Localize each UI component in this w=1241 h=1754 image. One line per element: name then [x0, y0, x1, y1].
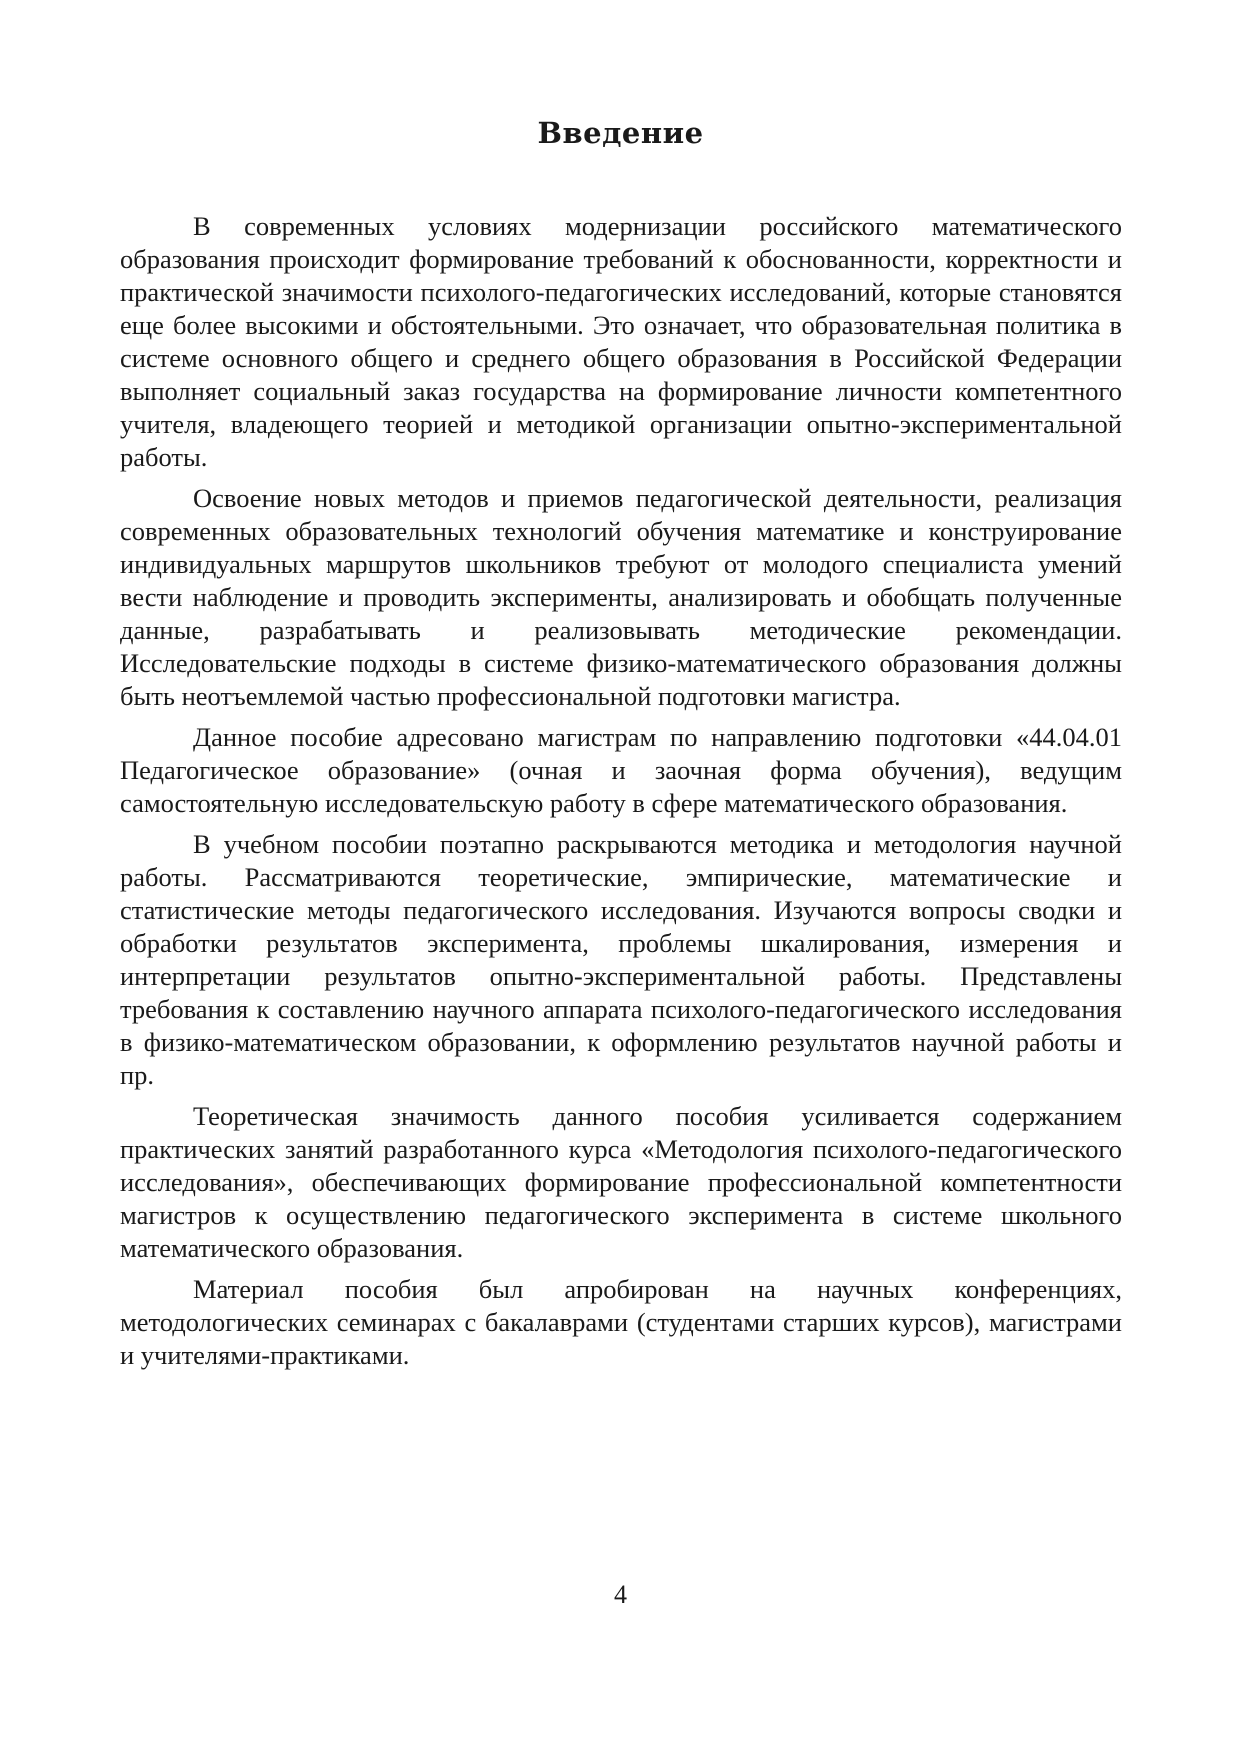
- paragraph-6: Материал пособия был апробирован на научных конференциях, методологических семинарах с бакалаврами (студентами старших курсов), магистрами и учителями-практиками.: [120, 1274, 1122, 1370]
- body-text: [120, 210, 1122, 1380]
- page-number: 4: [614, 1580, 627, 1609]
- paragraph-3: Данное пособие адресовано магистрам по направлению подготовки «44.04.01 Педагогическое образование» (очная и заочная форма обучения), ведущим самостоятельную исследовательскую работу в сфере математического образования.: [120, 722, 1122, 818]
- paragraph-4: В учебном пособии поэтапно раскрываются методика и методология научной работы. Рассматриваются теоретические, эмпирические, математические и статистические методы педагогического исследования. Изучаются вопросы сводки и обработки результатов эксперимента, проблемы шкалирования, измерения и интерпретации результатов опытно-экспериментальной работы. Представлены требования к составлению научного аппарата психолого-педагогического исследования в физико-математическом образовании, к оформлению результатов научной работы и пр.: [120, 829, 1122, 1090]
- paragraph-5: Теоретическая значимость данного пособия усиливается содержанием практических занятий разработанного курса «Методология психолого-педагогического исследования», обеспечивающих формирование профессиональной компетентности магистров к осуществлению педагогического эксперимента в системе школьного математического образования.: [120, 1101, 1122, 1263]
- paragraph-1: В современных условиях модернизации российского математического образования происходит формирование требований к обоснованности, корректности и практической значимости психолого-педагогических исследований, которые становятся еще более высокими и обстоятельными. Это означает, что образовательная политика в системе основного общего и среднего общего образования в Российской Федерации выполняет социальный заказ государства на формирование личности компетентного учителя, владеющего теорией и методикой организации опытно-экспериментальной работы.: [120, 211, 1122, 472]
- paragraph-2: Освоение новых методов и приемов педагогической деятельности, реализация современных образовательных технологий обучения математике и конструирование индивидуальных маршрутов школьников требуют от молодого специалиста умений вести наблюдение и проводить эксперименты, анализировать и обобщать полученные данные, разрабатывать и реализовывать методические рекомендации. Исследовательские подходы в системе физико-математического образования должны быть неотъемлемой частью профессиональной подготовки магистра.: [120, 483, 1122, 711]
- page-title: Введение: [537, 116, 704, 150]
